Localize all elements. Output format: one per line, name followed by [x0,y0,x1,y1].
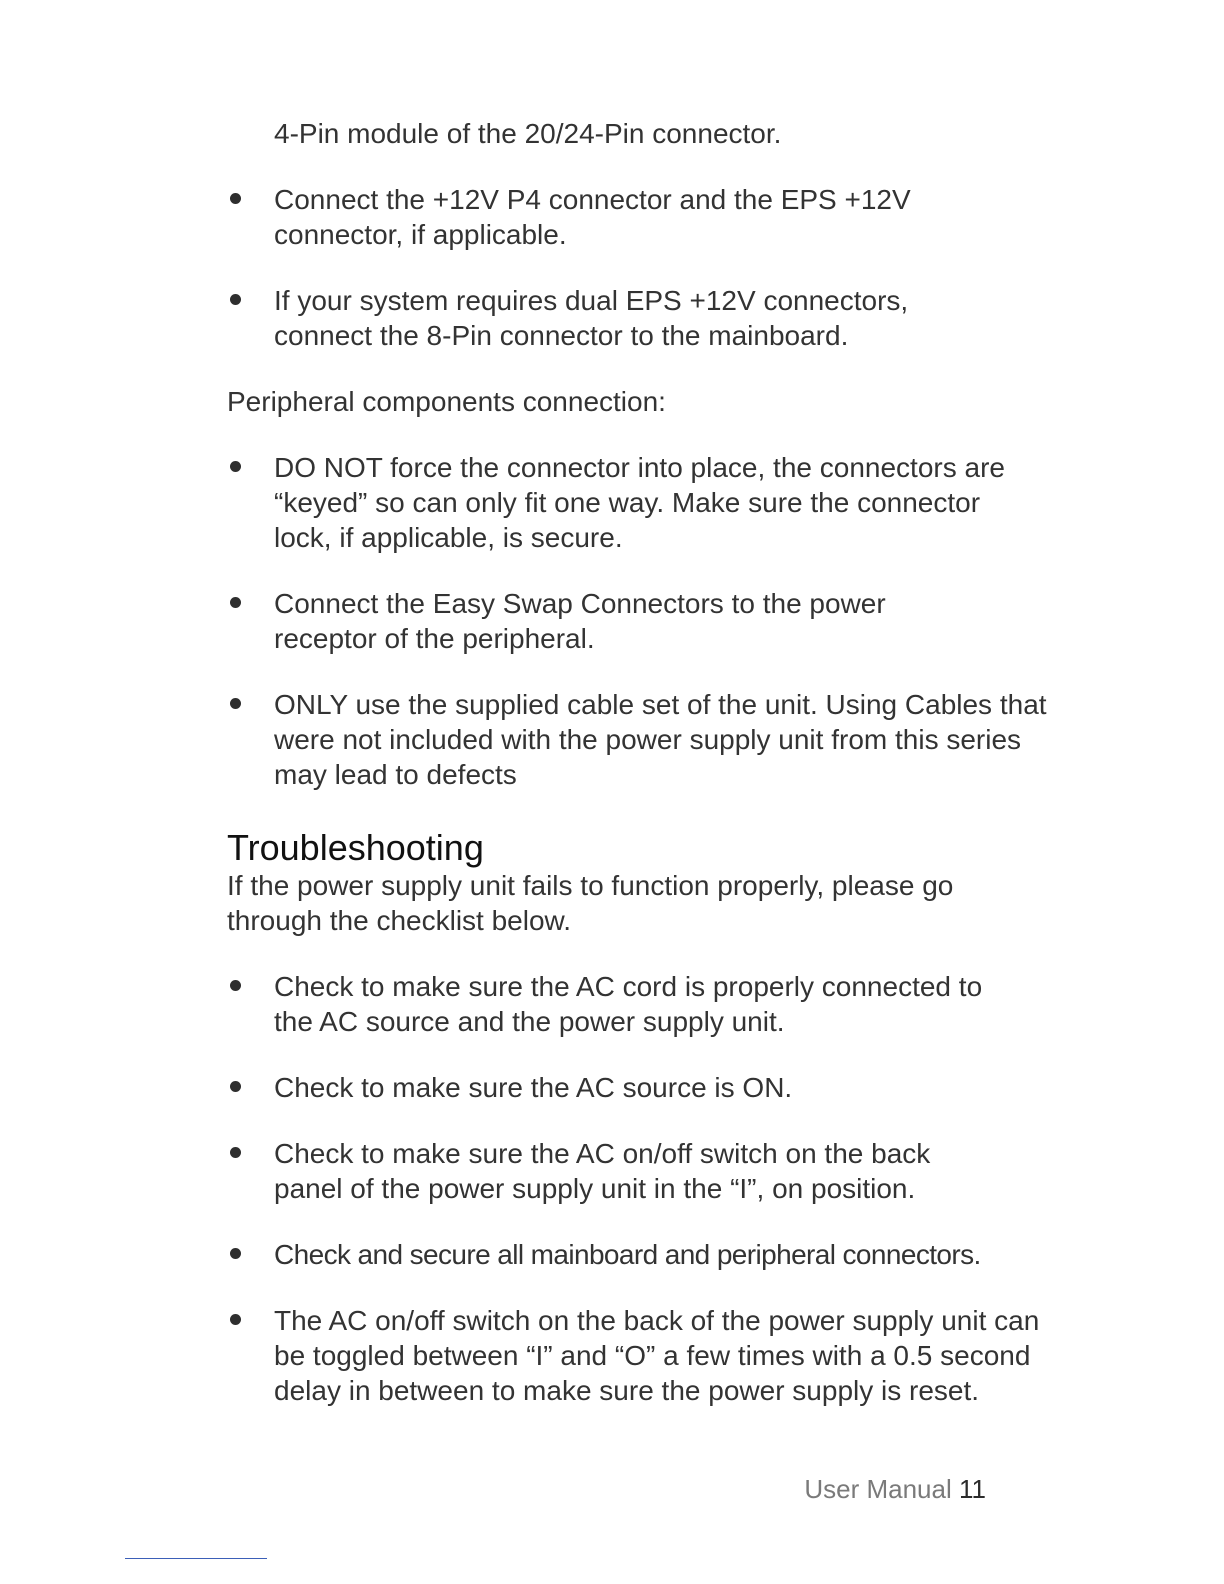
footer-label: User Manual [804,1474,952,1504]
bullet-icon [230,698,241,709]
bullet-icon [230,1147,241,1158]
list-item [227,283,964,353]
list-item-text: ONLY use the supplied cable set of the unit. Using Cables that were not included with the power supply unit from this series may lead to defects [274,689,1047,790]
list-item-text: Check to make sure the AC cord is properly connected to the AC source and the power supply unit. [274,971,983,1037]
peripheral-label: Peripheral components connection: [227,386,666,417]
list-item [227,586,974,656]
page-content [227,116,1047,1408]
list-item [227,1237,1054,1272]
intro-line: 4-Pin module of the 20/24-Pin connector. [274,118,782,149]
list-item-text: Check and secure all mainboard and peripheral connectors. [274,1239,981,1270]
list-item-text: DO NOT force the connector into place, the connectors are “keyed” so can only fit one way. Make sure the connector lock, if applicable, is secure. [274,452,1005,553]
list-item-text: The AC on/off switch on the back of the power supply unit can be toggled between “I” and “O” a few times with a 0.5 second delay in between to make sure the power supply is reset. [274,1305,1040,1406]
list-item [227,1070,1019,1105]
list-item [227,1136,1004,1206]
list-item [227,182,934,252]
troubleshooting-heading: Troubleshooting [227,827,484,868]
list-item [227,969,1019,1039]
bullet-icon [230,193,241,204]
troubleshooting-checklist [227,969,1040,1408]
list-item [227,450,1024,555]
bullet-icon [230,1314,241,1325]
list-item-text: Check to make sure the AC source is ON. [274,1072,793,1103]
bullet-icon [230,597,241,608]
list-item-text: Connect the +12V P4 connector and the EPS +12V connector, if applicable. [274,184,911,250]
bullet-icon [230,461,241,472]
bullet-icon [230,980,241,991]
page-footer [804,1473,986,1505]
list-item-text: Check to make sure the AC on/off switch on the back panel of the power supply unit in the “I”, on position. [274,1138,931,1204]
list-item-text: Connect the Easy Swap Connectors to the power receptor of the peripheral. [274,588,886,654]
list-item [227,687,1049,792]
bullet-icon [230,1248,241,1259]
footer-rule [125,1558,267,1559]
bullet-icon [230,1081,241,1092]
mainboard-bullet-list [227,182,1007,353]
bullet-icon [230,294,241,305]
peripheral-bullet-list [227,450,1047,792]
list-item [227,1303,1049,1408]
troubleshooting-intro: If the power supply unit fails to function properly, please go through the checklist below. [227,870,954,936]
list-item-text: If your system requires dual EPS +12V connectors, connect the 8-Pin connector to the mainboard. [274,285,909,351]
page-number: 11 [959,1474,986,1504]
